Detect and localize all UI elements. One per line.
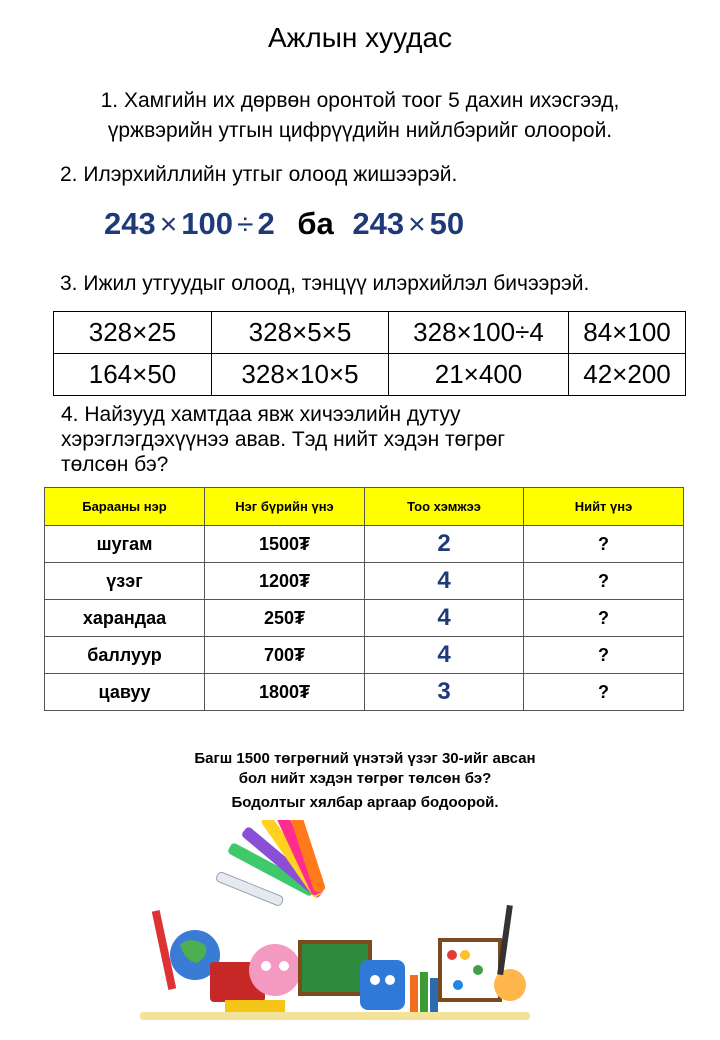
item-quantity: 4 <box>365 563 524 600</box>
task-1 <box>40 86 680 146</box>
table-cell: 164×50 <box>54 354 212 396</box>
table-header-row <box>45 488 684 526</box>
header-total: Нийт үнэ <box>524 488 684 526</box>
table-cell: 328×25 <box>54 312 212 354</box>
task-4-line-2: хэрэглэгдэхүүнээ авав. Тэд нийт хэдэн төгрөг <box>61 428 505 451</box>
item-price: 1800₮ <box>205 674 365 711</box>
highlighter-icon <box>215 820 326 907</box>
task-2-text: 2. Илэрхийллийн утгыг олоод жишээрэй. <box>60 163 458 186</box>
task-4 <box>61 402 661 477</box>
teacher-question-line-2: бол нийт хэдэн төгрөг төлсөн бэ? <box>238 770 492 787</box>
item-price: 700₮ <box>205 637 365 674</box>
table-row <box>54 312 686 354</box>
supplies-table <box>44 487 684 711</box>
item-total: ? <box>524 526 684 563</box>
table-cell: 328×5×5 <box>212 312 389 354</box>
school-supplies-illustration <box>140 900 530 1030</box>
table-cell: 21×400 <box>389 354 569 396</box>
header-unit-price: Нэг бүрийн үнэ <box>205 488 365 526</box>
teacher-question-line-3: Бодолтыг хялбар аргаар бодоорой. <box>231 794 499 811</box>
item-name: баллуур <box>45 637 205 674</box>
table-row <box>45 600 684 637</box>
item-name: шугам <box>45 526 205 563</box>
teacher-question-line-1: Багш 1500 төгрөгний үнэтэй үзэг 30-ийг авсан <box>194 750 536 767</box>
item-quantity: 2 <box>365 526 524 563</box>
item-total: ? <box>524 637 684 674</box>
item-price: 250₮ <box>205 600 365 637</box>
expression-1: 243 × 100 ÷ 2 <box>104 206 275 241</box>
task-3-text: 3. Ижил утгуудыг олоод, тэнцүү илэрхийлэл бичээрэй. <box>60 272 590 295</box>
expression-2: 243 × 50 <box>352 206 465 241</box>
header-quantity: Тоо хэмжээ <box>365 488 524 526</box>
item-quantity: 4 <box>365 600 524 637</box>
task-1-line-1: 1. Хамгийн их дөрвөн оронтой тоог 5 дахин ихэсгээд, <box>100 89 620 112</box>
item-total: ? <box>524 563 684 600</box>
school-supplies-icon <box>140 905 530 1020</box>
table-row <box>54 354 686 396</box>
item-price: 1200₮ <box>205 563 365 600</box>
item-name: үзэг <box>45 563 205 600</box>
table-row <box>45 526 684 563</box>
item-price: 1500₮ <box>205 526 365 563</box>
table-cell: 328×100÷4 <box>389 312 569 354</box>
table-cell: 84×100 <box>569 312 686 354</box>
table-row <box>45 637 684 674</box>
comparison-expressions <box>104 206 464 242</box>
table-cell: 328×10×5 <box>212 354 389 396</box>
table-row <box>45 563 684 600</box>
header-item-name: Барааны нэр <box>45 488 205 526</box>
item-quantity: 4 <box>365 637 524 674</box>
item-total: ? <box>524 600 684 637</box>
table-row <box>45 674 684 711</box>
task-1-line-2: үржвэрийн утгын цифрүүдийн нийлбэрийг олоорой. <box>107 119 613 142</box>
item-quantity: 3 <box>365 674 524 711</box>
item-name: цавуу <box>45 674 205 711</box>
task-4-line-1: 4. Найзууд хамтдаа явж хичээлийн дутуу <box>61 403 461 426</box>
task-4-line-3: төлсөн бэ? <box>61 453 169 476</box>
table-cell: 42×200 <box>569 354 686 396</box>
teacher-question <box>140 749 590 813</box>
item-name: харандаа <box>45 600 205 637</box>
page-title: Ажлын хуудас <box>267 22 453 53</box>
item-total: ? <box>524 674 684 711</box>
connector-word: ба <box>297 206 334 241</box>
expressions-table <box>53 311 686 396</box>
